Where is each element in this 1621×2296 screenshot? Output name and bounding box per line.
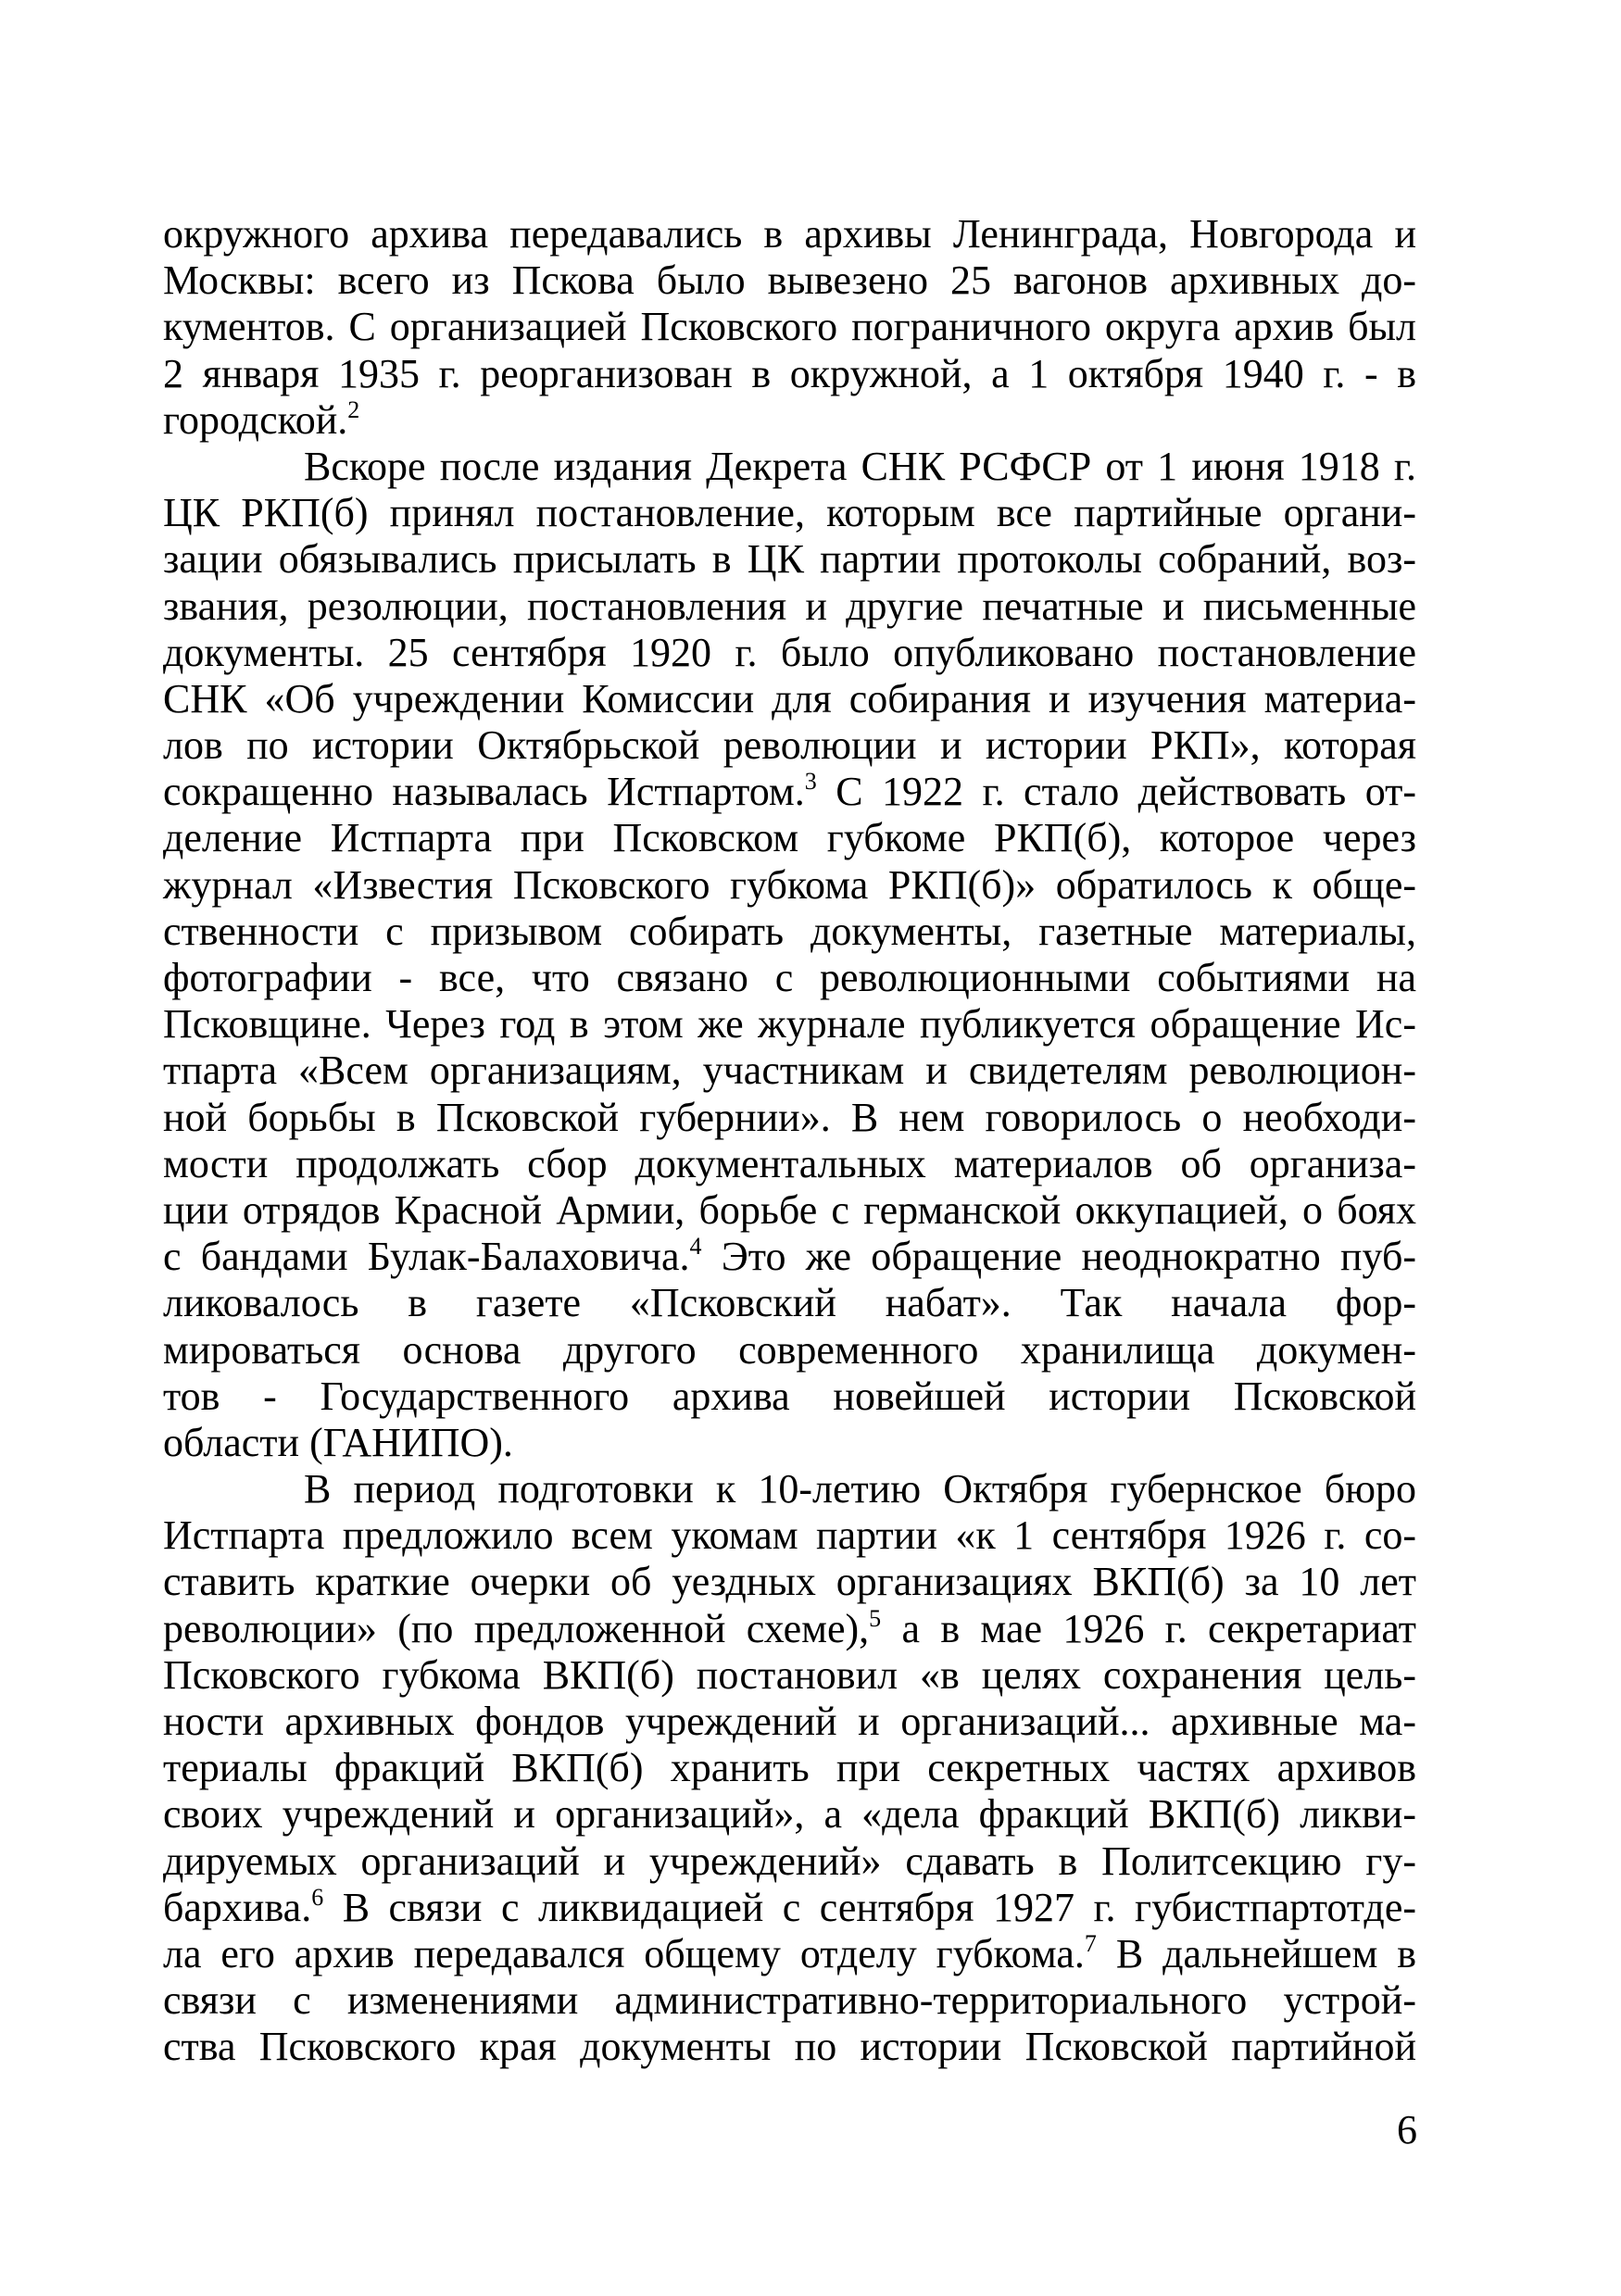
text-line: мироваться основа другого современного хранилища докумен-: [163, 1326, 1416, 1373]
text-line: дируемых организаций и учреждений» сдавать в Политсекцию гу-: [163, 1838, 1416, 1884]
text-line: деление Истпарта при Псковском губкоме РКП(б), которое через: [163, 815, 1416, 861]
text-line: связи с изменениями административно-территориального устрой-: [163, 1977, 1416, 2024]
text-line: [163, 769, 1416, 815]
line-text-cont: В дальнейшем в: [1096, 1930, 1416, 1976]
text-line: ности архивных фондов учреждений и организаций... архивные ма-: [163, 1699, 1416, 1744]
text-line: окружного архива передавались в архивы Ленинграда, Новгорода и: [163, 211, 1416, 257]
paragraph-first-line: В период подготовки к 10-летию Октября губернское бюро: [304, 1466, 1416, 1512]
text-line: ставить краткие очерки об уездных организациях ВКП(б) за 10 лет: [163, 1559, 1416, 1605]
text-line: документы. 25 сентября 1920 г. было опубликовано постановление: [163, 629, 1416, 675]
footnote-ref: 6: [311, 1883, 324, 1911]
footnote-ref: 4: [689, 1233, 702, 1261]
text-line: журнал «Известия Псковского губкома РКП(б)» обратилось к обще-: [163, 861, 1416, 908]
text-line: [163, 1931, 1416, 1977]
text-line: [163, 1885, 1416, 1931]
text-line: ции отрядов Красной Армии, борьбе с германской оккупацией, о боях: [163, 1186, 1416, 1233]
page-number: 6: [1397, 2107, 1417, 2152]
text-line: СНК «Об учреждении Комиссии для собирания и изучения материа-: [163, 675, 1416, 721]
line-text-cont: а в мае 1926 г. секретариат: [881, 1605, 1416, 1651]
text-line: ства Псковского края документы по истории Псковской партийной: [163, 2024, 1416, 2070]
text-line: мости продолжать сбор документальных материалов об организа-: [163, 1140, 1416, 1186]
text-line: ликовалось в газете «Псковский набат». Так начала фор-: [163, 1280, 1416, 1326]
text-line: Псковщине. Через год в этом же журнале публикуется обращение Ис-: [163, 1001, 1416, 1048]
line-text: городской.: [163, 396, 348, 443]
text-line: Псковского губкома ВКП(б) постановил «в целях сохранения цель-: [163, 1651, 1416, 1698]
text-line: Москвы: всего из Пскова было вывезено 25 вагонов архивных до-: [163, 257, 1416, 304]
text-line: кументов. С организацией Псковского пограничного округа архив был: [163, 304, 1416, 350]
text-line: ЦК РКП(б) принял постановление, которым все партийные органи-: [163, 490, 1416, 536]
line-text-cont: Это же обращение неоднократно пуб-: [701, 1234, 1416, 1280]
line-text: сокращенно называлась Истпартом.: [163, 769, 805, 815]
text-line: тпарта «Всем организациям, участникам и свидетелям революцион-: [163, 1048, 1416, 1094]
footnote-ref: 3: [804, 768, 817, 796]
text-line: териалы фракций ВКП(б) хранить при секретных частях архивов: [163, 1745, 1416, 1791]
text-line: 2 января 1935 г. реорганизован в окружной, а 1 октября 1940 г. - в: [163, 350, 1416, 396]
footnote-ref: 7: [1084, 1929, 1097, 1957]
text-line: области (ГАНИПО).: [163, 1419, 513, 1465]
text-line: [163, 397, 1416, 444]
line-text-cont: С 1922 г. стало действовать от-: [816, 769, 1416, 815]
line-text: ла его архив передавался общему отделу губкома.: [163, 1930, 1085, 1976]
text-line: звания, резолюции, постановления и другие печатные и письменные: [163, 583, 1416, 629]
text-line: ственности с призывом собирать документы, газетные материалы,: [163, 908, 1416, 954]
line-text: бархива.: [163, 1884, 312, 1930]
text-line: [163, 1606, 1416, 1652]
footnote-ref: 5: [869, 1604, 882, 1632]
text-line: фотографии - все, что связано с революционными событиями на: [163, 955, 1416, 1000]
text-line: своих учреждений и организаций», а «дела фракций ВКП(б) ликви-: [163, 1791, 1416, 1838]
body-text: [163, 211, 1416, 2071]
line-text: с бандами Булак-Балаховича.: [163, 1234, 690, 1280]
text-line: лов по истории Октябрьской революции и истории РКП», которая: [163, 722, 1416, 769]
paragraph-first-line: Вскоре после издания Декрета СНК РСФСР от 1 июня 1918 г.: [304, 443, 1416, 489]
line-text: революции» (по предложенной схеме),: [163, 1605, 870, 1651]
text-line: тов - Государственного архива новейшей истории Псковской: [163, 1373, 1416, 1419]
text-line: зации обязывались присылать в ЦК партии протоколы собраний, воз-: [163, 536, 1416, 583]
text-line: ной борьбы в Псковской губернии». В нем говорилось о необходи-: [163, 1094, 1416, 1140]
text-line: Истпарта предложило всем укомам партии «к 1 сентября 1926 г. со-: [163, 1512, 1416, 1559]
line-text-cont: В связи с ликвидацией с сентября 1927 г. губистпартотде-: [323, 1884, 1416, 1930]
footnote-ref: 2: [347, 395, 360, 423]
text-line: [163, 1234, 1416, 1280]
